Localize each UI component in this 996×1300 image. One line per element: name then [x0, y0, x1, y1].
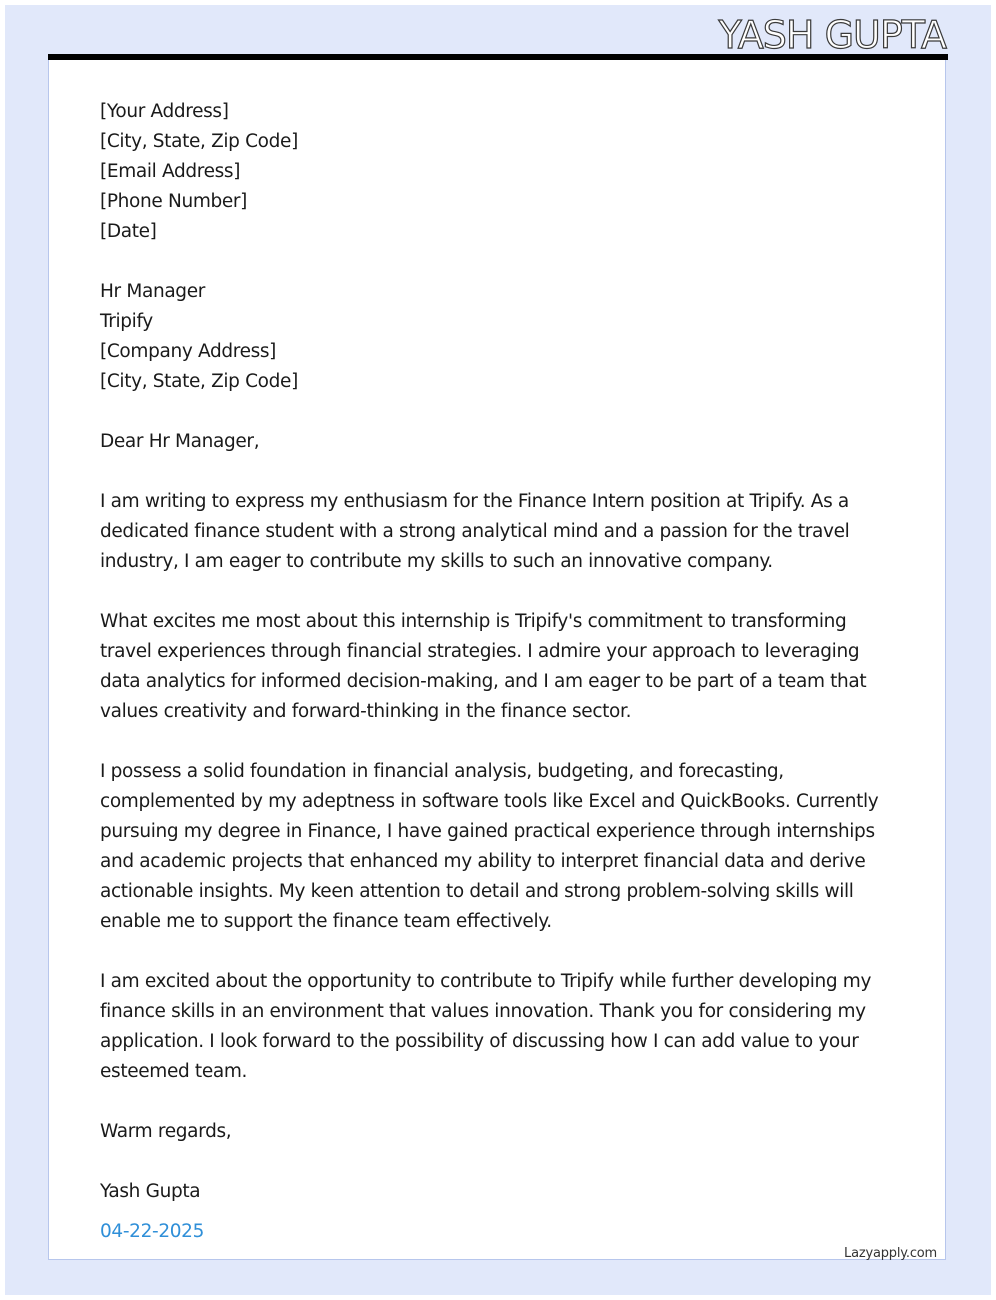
spacer	[100, 1147, 900, 1177]
recipient-city-state-zip: [City, State, Zip Code]	[100, 371, 298, 392]
letter-body	[100, 97, 900, 1247]
paragraph-intro: I am writing to express my enthusiasm for the Finance Intern position at Tripify. As a dedicated finance student with a strong analytical mind and a passion for the travel industry, I am eager to contribute my skills to such an innovative company.	[100, 491, 850, 572]
spacer	[100, 937, 900, 967]
spacer	[100, 457, 900, 487]
recipient-company: Tripify	[100, 311, 153, 332]
watermark: Lazyapply.com	[844, 1246, 937, 1261]
sender-date: [Date]	[100, 221, 157, 242]
sender-city-state-zip: [City, State, Zip Code]	[100, 131, 298, 152]
spacer	[100, 397, 900, 427]
paragraph-skills: I possess a solid foundation in financial analysis, budgeting, and forecasting, complemented by my adeptness in software tools like Excel and QuickBooks. Currently pursuing my degree in Finance, I have gained practical experience through internships and academic projects that enhanced my ability to interpret financial data and derive actionable insights. My keen attention to detail and strong problem-solving skills will enable me to support the finance team effectively.	[100, 761, 879, 932]
spacer	[100, 727, 900, 757]
closing: Warm regards,	[100, 1121, 232, 1142]
spacer	[100, 1087, 900, 1117]
letter-date: 04-22-2025	[100, 1221, 205, 1242]
spacer	[100, 577, 900, 607]
sender-email: [Email Address]	[100, 161, 241, 182]
paragraph-motivation: What excites me most about this internship is Tripify's commitment to transforming travel experiences through financial strategies. I admire your approach to leveraging data analytics for informed decision-making, and I am eager to be part of a team that values creativity and forward-thinking in the finance sector.	[100, 611, 867, 722]
recipient-name: Hr Manager	[100, 281, 205, 302]
sender-address: [Your Address]	[100, 101, 229, 122]
salutation: Dear Hr Manager,	[100, 431, 260, 452]
sender-phone: [Phone Number]	[100, 191, 248, 212]
spacer	[100, 247, 900, 277]
signature: Yash Gupta	[100, 1181, 201, 1202]
header-name: YASH GUPTA	[718, 13, 946, 57]
paragraph-closing: I am excited about the opportunity to contribute to Tripify while further developing my finance skills in an environment that values innovation. Thank you for considering my application. I look forward to the possibility of discussing how I can add value to your esteemed team.	[100, 971, 872, 1082]
recipient-address: [Company Address]	[100, 341, 277, 362]
